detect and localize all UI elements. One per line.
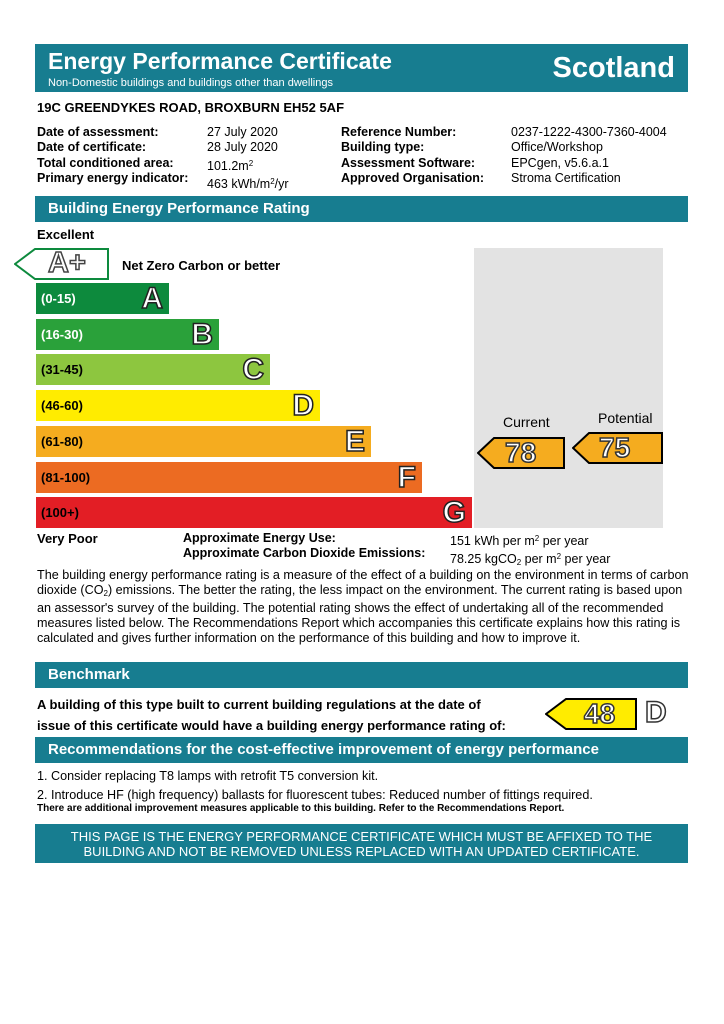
net-zero-label: Net Zero Carbon or better — [122, 258, 281, 273]
info-left-labels — [37, 125, 188, 187]
scale-bottom-label: Very Poor — [37, 531, 98, 546]
band-letter: E — [344, 425, 365, 458]
band-b — [36, 319, 219, 350]
benchmark-line-1: A building of this type built to current building regulations at the date of — [37, 697, 481, 712]
region-label: Scotland — [552, 52, 675, 84]
primary-energy-label: Primary energy indicator: — [37, 171, 189, 186]
band-letter: B — [191, 318, 213, 351]
band-letter: G — [442, 496, 466, 529]
energy-use-value: 151 kWh per $m^2$ per year — [450, 534, 589, 548]
benchmark-rating-arrow — [545, 698, 637, 730]
property-address: 19C GREENDYKES ROAD, BROXBURN EH52 5AF — [37, 100, 345, 115]
affix-notice-line-2: BUILDING AND NOT BE REMOVED UNLESS REPLACED WITH AN UPDATED CERTIFICATE. — [83, 844, 640, 859]
date-of-certificate-value: 28 July 2020 — [207, 140, 278, 155]
band-letter: C — [242, 353, 264, 386]
current-rating-arrow — [477, 437, 565, 469]
band-c — [36, 354, 270, 385]
assessment-software-value: EPCgen, v5.6.a.1 — [511, 155, 609, 170]
aplus-letter: A+ — [48, 247, 86, 279]
co2-emissions-value: 78.25 kgCO$_2$ per $m^2$ per year — [450, 552, 611, 567]
band-range: (0-15) — [41, 291, 76, 306]
info-right-labels — [341, 125, 484, 187]
band-d — [36, 390, 320, 421]
recommendation-item: 2. Introduce HF (high frequency) ballasts for fluorescent tubes: Reduced number of fittings required. — [37, 788, 593, 802]
building-type-value: Office/Workshop — [511, 140, 603, 155]
rating-description: The building energy performance rating is a measure of the effect of a building on the environment in terms of carbon dioxide $(CO_2)$ emissions. The better the rating, the less impact on the environment. The current rating is based upon an assessor's survey of the building. The potential rating shows the effect of undertaking all of the recommended measures listed below. The Recommendations Report which accompanies this certificate explains how this rating is calculated and gives further information on the performance of this building and how to improve it. — [37, 568, 689, 645]
recommendations-note: There are additional improvement measures applicable to this building. Refer to the Recommendations Report. — [37, 803, 565, 814]
co2-emissions-label: Approximate Carbon Dioxide Emissions: — [183, 546, 426, 560]
band-range: (61-80) — [41, 434, 83, 449]
total-area-label: Total conditioned area: — [37, 155, 174, 170]
band-g — [36, 497, 472, 528]
band-range: (81-100) — [41, 470, 91, 485]
benchmark-line-2: issue of this certificate would have a building energy performance rating of: — [37, 718, 506, 733]
affix-notice-line-1: THIS PAGE IS THE ENERGY PERFORMANCE CERTIFICATE WHICH MUST BE AFFIXED TO THE — [70, 829, 653, 844]
energy-labels — [183, 531, 425, 561]
date-of-certificate-label: Date of certificate: — [37, 140, 147, 155]
rating-panel — [474, 248, 663, 528]
reference-number-label: Reference Number: — [341, 125, 457, 139]
building-type-label: Building type: — [341, 140, 425, 155]
current-rating-value: 78 — [505, 437, 537, 468]
potential-rating-arrow — [572, 432, 663, 464]
date-of-assessment-value: 27 July 2020 — [207, 125, 278, 139]
band-range: (100+) — [41, 505, 79, 520]
benchmark-rating-value: 48 — [584, 698, 616, 729]
rating-section-title: Building Energy Performance Rating — [35, 196, 688, 222]
total-area-value: $101.2m^2$ — [207, 158, 254, 173]
band-range: (46-60) — [41, 398, 83, 413]
band-f — [36, 462, 422, 493]
approved-organisation-label: Approved Organisation: — [341, 171, 485, 186]
band-a — [36, 283, 169, 314]
date-of-assessment-label: Date of assessment: — [37, 125, 159, 139]
band-letter: D — [292, 389, 314, 422]
band-letter: A — [141, 282, 163, 315]
current-label: Current — [503, 414, 550, 430]
certificate-title: Energy Performance Certificate — [48, 48, 392, 74]
recommendations-section-title: Recommendations for the cost-effective improvement of energy performance — [35, 737, 688, 763]
assessment-software-label: Assessment Software: — [341, 155, 476, 170]
info-right-values — [511, 125, 667, 187]
energy-values — [450, 531, 610, 570]
approved-organisation-value: Stroma Certification — [511, 171, 621, 186]
scale-top-label: Excellent — [37, 227, 95, 242]
band-range: (16-30) — [41, 327, 83, 342]
band-e — [36, 426, 371, 457]
primary-energy-value: 463 kWh/$m^2/yr$ — [207, 177, 289, 192]
band-range: (31-45) — [41, 362, 83, 377]
potential-label: Potential — [598, 410, 653, 426]
recommendations-list — [37, 767, 593, 805]
band-letter: F — [397, 461, 416, 494]
reference-number-value: 0237-1222-4300-7360-4004 — [511, 125, 667, 139]
benchmark-section-title: Benchmark — [35, 662, 688, 688]
certificate-header — [35, 44, 688, 92]
potential-rating-value: 75 — [599, 432, 631, 463]
info-left-values — [207, 125, 289, 193]
benchmark-band-letter: D — [645, 696, 667, 729]
certificate-subtitle: Non-Domestic buildings and buildings other than dwellings — [48, 77, 333, 89]
recommendation-item: 1. Consider replacing T8 lamps with retrofit T5 conversion kit. — [37, 769, 379, 783]
affix-notice — [35, 824, 688, 863]
aplus-band — [14, 248, 109, 280]
benchmark-text — [37, 694, 506, 736]
energy-use-label: Approximate Energy Use: — [183, 531, 336, 545]
